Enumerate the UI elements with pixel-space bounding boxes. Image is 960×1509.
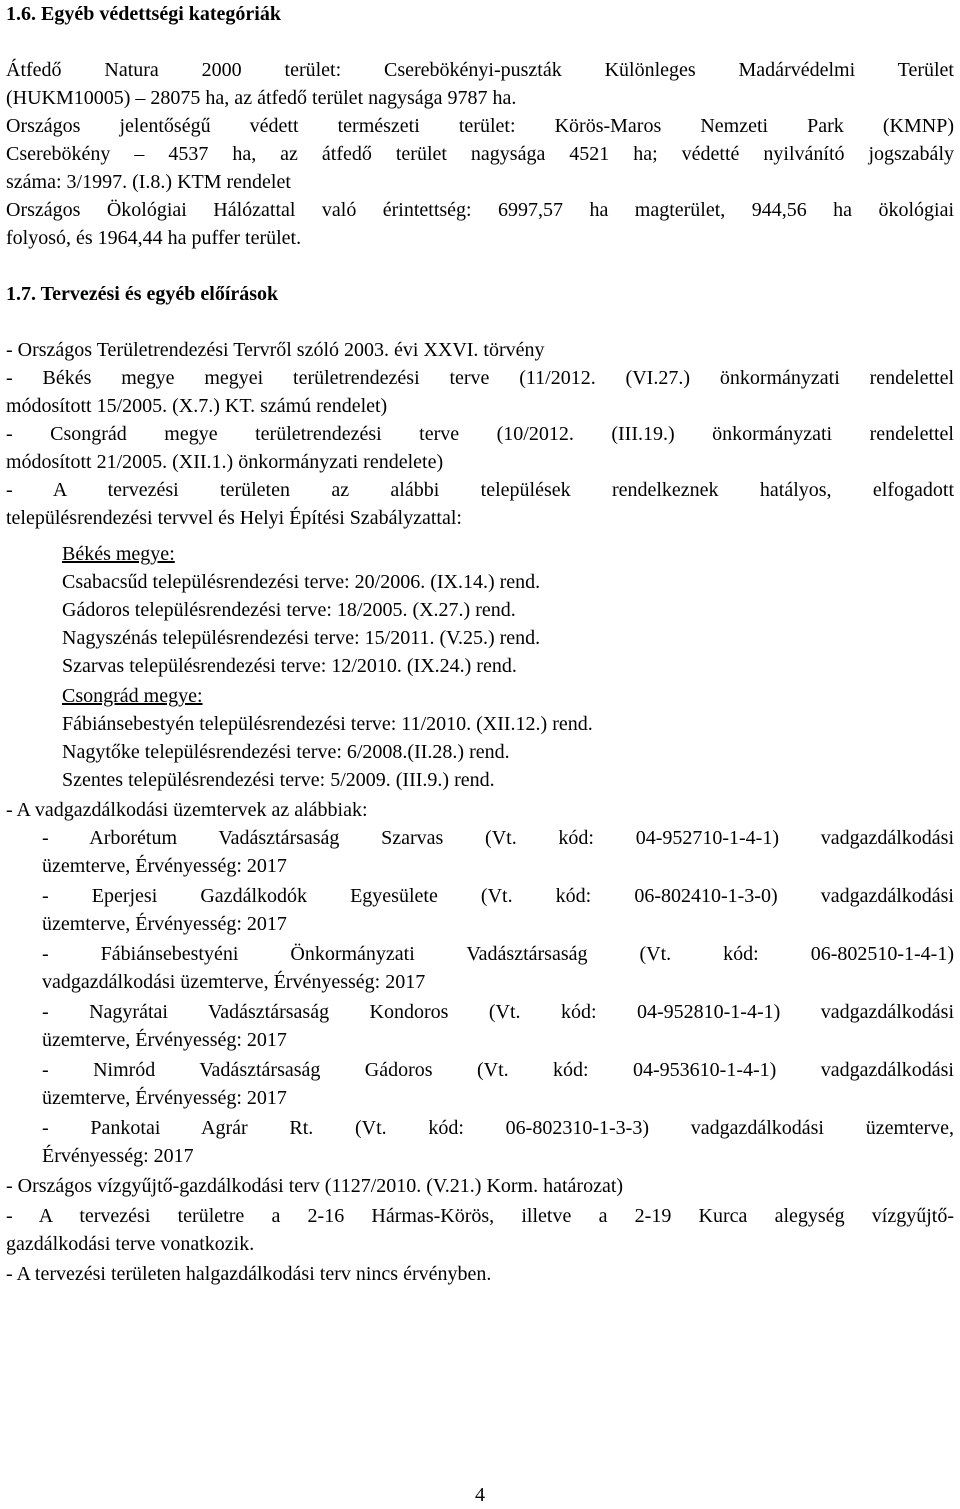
plan-item: Csabacsűd településrendezési terve: 20/2006. (IX.14.) rend. [62,571,541,593]
hunting-plan-item: - Nagyrátai Vadásztársaság Kondoros (Vt. kód: 04-952810-1-4-1) vadgazdálkodási [42,1001,954,1023]
list-item: - Békés megye megyei területrendezési terve (11/2012. (VI.27.) önkormányzati rendelettel [6,367,954,389]
plan-item: Nagyszénás településrendezési terve: 15/2011. (V.25.) rend. [62,627,541,649]
hunting-plan-item-continuation: üzemterve, Érvényesség: 2017 [42,855,287,877]
paragraph-line: (HUKM10005) – 28075 ha, az átfedő terület nagysága 9787 ha. [6,87,517,109]
hunting-plan-item: - Fábiánsebestyéni Önkormányzati Vadásztársaság (Vt. kód: 06-802510-1-4-1) [42,943,954,965]
section-heading-1-6: 1.6. Egyéb védettségi kategóriák [6,3,281,25]
list-item: - Csongrád megye területrendezési terve (10/2012. (III.19.) önkormányzati rendelettel [6,423,954,445]
hunting-plan-item-continuation: üzemterve, Érvényesség: 2017 [42,1029,287,1051]
plan-item: Gádoros településrendezési terve: 18/2005. (X.27.) rend. [62,599,516,621]
hunting-plan-item: - Nimród Vadásztársaság Gádoros (Vt. kód: 04-953610-1-4-1) vadgazdálkodási [42,1059,954,1081]
list-item: - Országos Területrendezési Tervről szóló 2003. évi XXVI. törvény [6,339,545,361]
hunting-plan-item: - Pankotai Agrár Rt. (Vt. kód: 06-802310-1-3-3) vadgazdálkodási üzemterve, [42,1117,954,1139]
county-label-bekes: Békés megye: [62,543,175,565]
list-item-continuation: módosított 15/2005. (X.7.) KT. számú rendelet) [6,395,388,417]
list-item: - A tervezési területen halgazdálkodási terv nincs érvényben. [6,1263,492,1285]
paragraph-line: folyosó, és 1964,44 ha puffer terület. [6,227,302,249]
hunting-plan-item-continuation: Érvényesség: 2017 [42,1145,194,1167]
page-number: 4 [475,1484,485,1506]
plan-item: Nagytőke településrendezési terve: 6/2008.(II.28.) rend. [62,741,510,763]
paragraph-line: Országos jelentőségű védett természeti terület: Körös-Maros Nemzeti Park (KMNP) [6,115,954,137]
paragraph-line: száma: 3/1997. (I.8.) KTM rendelet [6,171,291,193]
hunting-plan-item: - Eperjesi Gazdálkodók Egyesülete (Vt. kód: 06-802410-1-3-0) vadgazdálkodási [42,885,954,907]
section-heading-1-7: 1.7. Tervezési és egyéb előírások [6,283,279,305]
paragraph-line: Átfedő Natura 2000 terület: Cserebökényi-puszták Különleges Madárvédelmi Terület [6,59,954,81]
list-item-continuation: módosított 21/2005. (XII.1.) önkormányzati rendelete) [6,451,444,473]
hunting-plan-item-continuation: üzemterve, Érvényesség: 2017 [42,1087,287,1109]
paragraph-line: Országos Ökológiai Hálózattal való érintettség: 6997,57 ha magterület, 944,56 ha ökológiai [6,199,954,221]
hunting-plan-item-continuation: üzemterve, Érvényesség: 2017 [42,913,287,935]
plan-item: Szarvas településrendezési terve: 12/2010. (IX.24.) rend. [62,655,517,677]
paragraph-line: Cserebökény – 4537 ha, az átfedő terület nagysága 4521 ha; védetté nyilvánító jogszabály [6,143,954,165]
list-item: - A vadgazdálkodási üzemtervek az alábbiak: [6,799,368,821]
hunting-plan-item-continuation: vadgazdálkodási üzemterve, Érvényesség: 2017 [42,971,426,993]
county-label-csongrad: Csongrád megye: [62,685,203,707]
hunting-plan-item: - Arborétum Vadásztársaság Szarvas (Vt. kód: 04-952710-1-4-1) vadgazdálkodási [42,827,954,849]
list-item: - Országos vízgyűjtő-gazdálkodási terv (1127/2010. (V.21.) Korm. határozat) [6,1175,624,1197]
plan-item: Szentes településrendezési terve: 5/2009. (III.9.) rend. [62,769,495,791]
list-item-continuation: településrendezési tervvel és Helyi Építési Szabályzattal: [6,507,462,529]
list-item: - A tervezési területre a 2-16 Hármas-Körös, illetve a 2-19 Kurca alegység vízgyűjtő- [6,1205,954,1227]
list-item-continuation: gazdálkodási terve vonatkozik. [6,1233,255,1255]
plan-item: Fábiánsebestyén településrendezési terve: 11/2010. (XII.12.) rend. [62,713,593,735]
list-item: - A tervezési területen az alábbi települések rendelkeznek hatályos, elfogadott [6,479,954,501]
